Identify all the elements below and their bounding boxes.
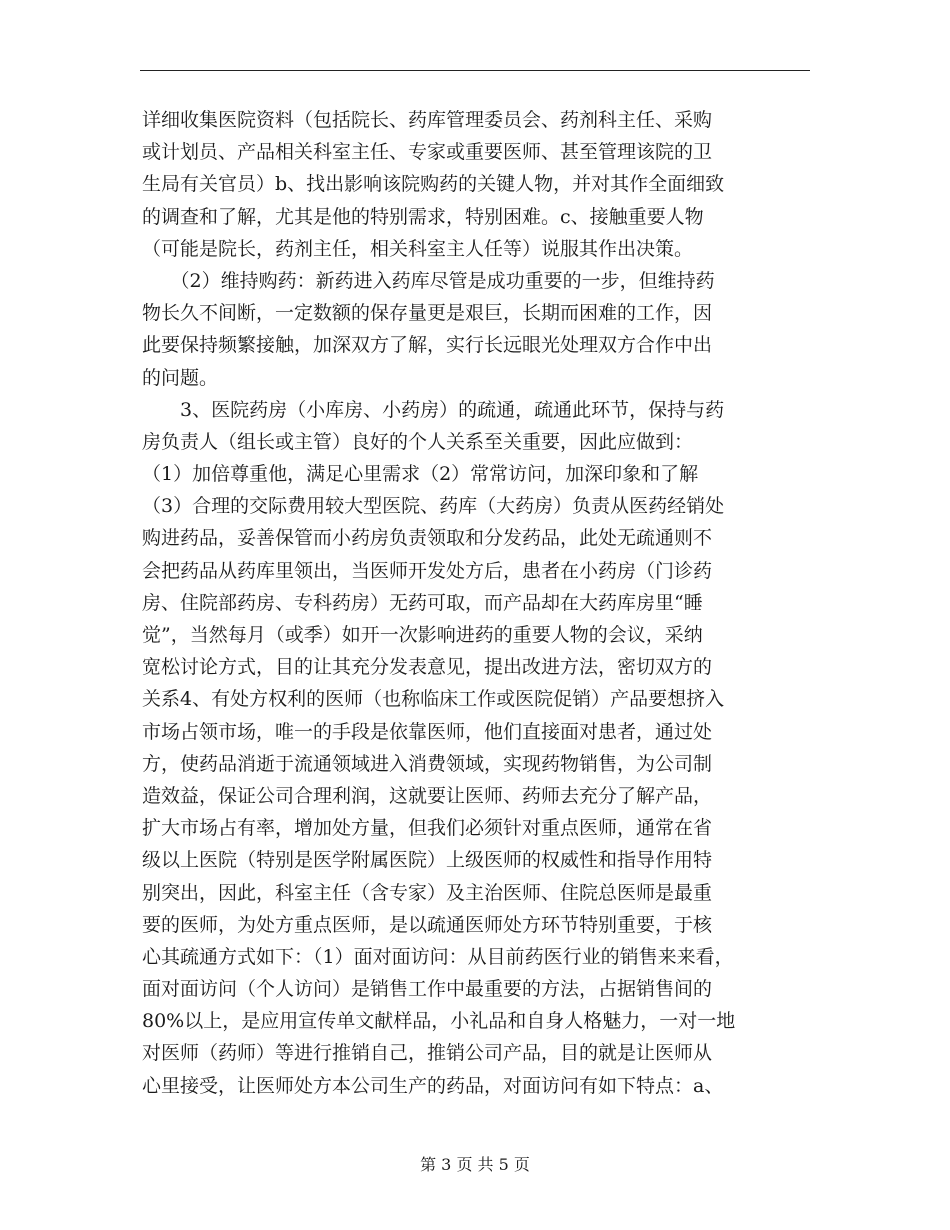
text-line: 的调查和了解，尤其是他的特别需求，特别困难。c、接触重要人物 [142,205,704,228]
text-line: 详细收集医院资料（包括院长、药库管理委员会、药剂科主任、采购 [142,109,713,131]
text-line: 的问题。 [142,366,219,389]
text-line: 扩大市场占有率，增加处方量，但我们必须针对重点医师，通常在省 [142,817,713,840]
text-line: 要的医师，为处方重点医师，是以疏通医师处方环节特别重要，于核 [142,913,713,936]
header-rule [140,70,810,71]
text-line: （可能是院长，药剂主任，相关科室主人任等）说服其作出决策。 [142,237,694,260]
text-line: 物长久不间断，一定数额的保存量更是艰巨，长期而困难的工作，因 [142,302,713,325]
text-line: 生局有关官员）b、找出影响该院购药的关键人物，并对其作全面细致 [142,173,725,196]
page-number: 第 3 页 共 5 页 [420,1155,530,1174]
text-line: 觉”，当然每月（或季）如开一次影响进药的重要人物的会议，采纳 [142,624,703,646]
text-line: 关系4、有处方权利的医师（也称临床工作或医院促销）产品要想挤入 [142,688,725,711]
text-line: 面对面访问（个人访问）是销售工作中最重要的方法，占据销售间的 [142,978,713,1001]
body-text [142,104,812,1102]
text-line: 别突出，因此，科室主任（含专家）及主治医师、住院总医师是最重 [142,881,713,904]
text-line: （2）维持购药：新药进入药库尽管是成功重要的一步，但维持药 [142,269,715,292]
text-line: 此要保持频繁接触，加深双方了解，实行长远眼光处理双方合作中出 [142,334,713,357]
text-line: 市场占领市场，唯一的手段是依靠医师，他们直接面对患者，通过处 [142,720,713,743]
text-line: 心里接受，让医师处方本公司生产的药品，对面访问有如下特点：a、 [142,1074,724,1097]
text-line: 购进药品，妥善保管而小药房负责领取和分发药品，此处无疏通则不 [142,527,713,550]
text-line: （3）合理的交际费用较大型医院、药库（大药房）负责从医药经销处 [142,495,725,518]
text-line: 造效益，保证公司合理利润，这就要让医师、药师去充分了解产品， [142,784,713,807]
text-line: （1）加倍尊重他，满足心里需求（2）常常访问，加深印象和了解 [142,463,699,486]
text-line: 会把药品从药库里领出，当医师开发处方后，患者在小药房（门诊药 [142,559,713,582]
text-line: 80%以上，是应用宣传单文献样品，小礼品和自身人格魅力，一对一地 [142,1010,736,1033]
text-line: 方，使药品消逝于流通领域进入消费领域，实现药物销售，为公司制 [142,752,713,775]
text-line: 级以上医院（特别是医学附属医院）上级医师的权威性和指导作用特 [142,849,713,872]
text-line: 房、住院部药房、专科药房）无药可取，而产品却在大药库房里“睡 [142,591,703,614]
text-line: 对医师（药师）等进行推销自己，推销公司产品，目的就是让医师从 [142,1042,713,1065]
text-line: 房负责人（组长或主管）良好的个人关系至关重要，因此应做到： [142,430,694,453]
text-line: 心其疏通方式如下：（1）面对面访问：从目前药医行业的销售来来看， [142,945,734,968]
text-line: 或计划员、产品相关科室主任、专家或重要医师、甚至管理该院的卫 [142,141,713,164]
text-line: 3、医院药房（小库房、小药房）的疏通，疏通此环节，保持与药 [142,398,725,421]
text-line: 宽松讨论方式，目的让其充分发表意见，提出改进方法，密切双方的 [142,656,713,679]
